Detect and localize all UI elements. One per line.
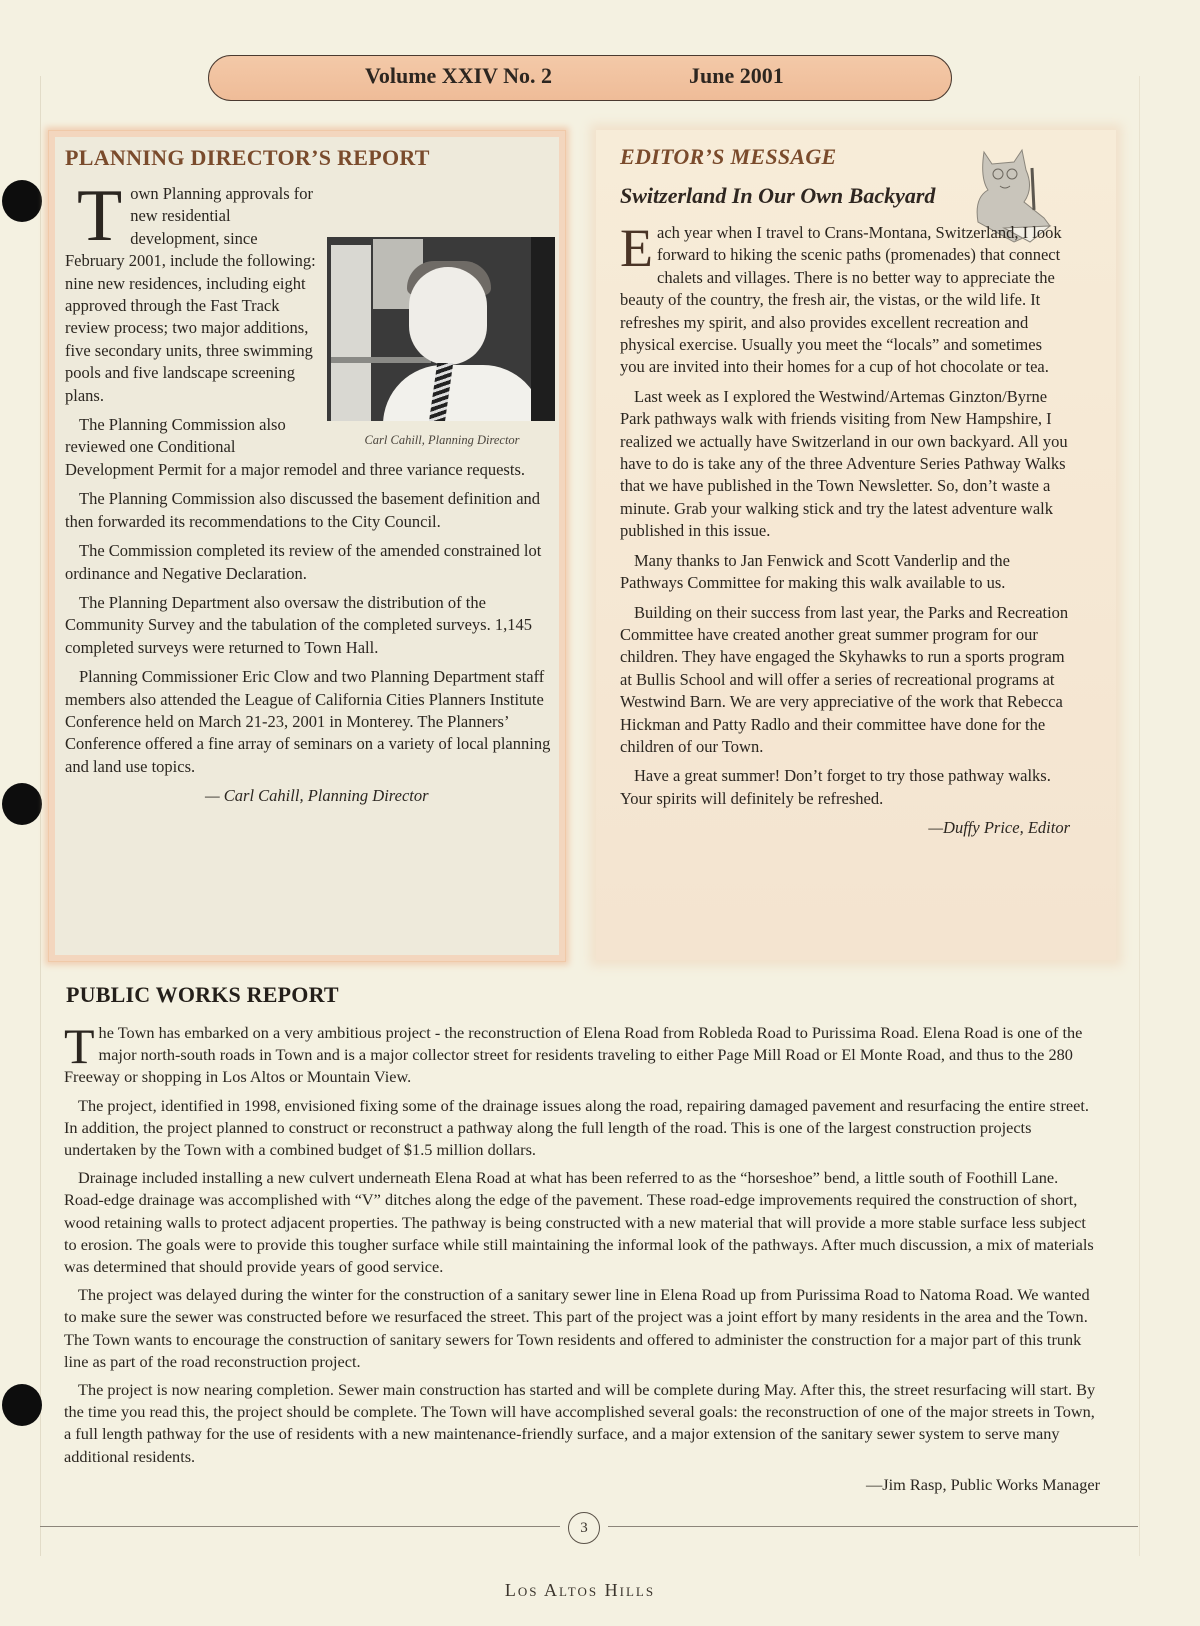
paragraph-text: own Planning approvals for new residential development, since February 2001, include the following: nine new residences, including eight approved through the Fast Track review process; two major additions, five secondary units, three swimming pools and five landscape screening plans. — [65, 184, 316, 405]
author-signature: —Duffy Price, Editor — [928, 818, 1070, 838]
drop-cap: T — [64, 1018, 95, 1074]
photo-figure — [327, 237, 557, 451]
binder-punch-hole — [2, 1384, 42, 1426]
drop-cap: E — [620, 218, 653, 278]
drop-cap: T — [77, 175, 123, 257]
paragraph: Last week as I explored the Westwind/Artemas Ginzton/Byrne Park pathways walk with friends visiting from New Hampshire, I realized we actually have Switzerland in our own backyard. All you have to do is take any of the three Adventure Series Pathway Walks that we have published in the Town Newsletter. So, don’t waste a minute. Grab your walking stick and try the latest adventure walk published in this issue. — [620, 386, 1068, 541]
article-headline: Switzerland In Our Own Backyard — [620, 183, 936, 208]
photo-caption: Carl Cahill, Planning Director — [364, 433, 520, 447]
editors-message — [596, 130, 1116, 960]
paragraph: Have a great summer! Don’t forget to try those pathway walks. Your spirits will definitely be refreshed. — [620, 766, 1051, 808]
paragraph: Drainage included installing a new culvert underneath Elena Road at what has been referred to as the “horseshoe” bend, a little south of Foothill Lane. Road-edge drainage was accomplished with “V” ditches along the edge of the pavement. These road-edge improvements required the construction of short, wood retaining walls to protect adjacent properties. The pathway is being constructed with a new material that will provide a more stable surface less subject to erosion. The goals were to provide this tougher surface while still maintaining the informal look of the pathways. After much discussion, a mix of materials was determined that should provide years of good service. — [64, 1168, 1094, 1277]
paragraph-text: ach year when I travel to Crans-Montana, Switzerland, I look forward to hiking the scenic paths (promenades) that connect chalets and villages. There is no better way to appreciate the beauty of the country, the fresh air, the vistas, or the wild life. It refreshes my spirit, and also provides excellent recreation and physical exercise. Usually you meet the “locals” and sometimes you are invited into their homes for a cup of hot chocolate or tea. — [620, 223, 1062, 377]
paragraph: The project was delayed during the winter for the construction of a sanitary sewer line in Elena Road up from Purissima Road to Natoma Road. We wanted to make sure the sewer was constructed before we resurfaced the street. This part of the project was a joint effort by many residents in the area and the Town. The Town wants to encourage the construction of sanitary sewers for Town residents and offered to administer the construction for a major part of this trunk line as part of the road reconstruction project. — [64, 1285, 1090, 1371]
section-title: PUBLIC WORKS REPORT — [66, 982, 339, 1007]
author-signature: — Carl Cahill, Planning Director — [205, 786, 429, 806]
paragraph: Planning Commissioner Eric Clow and two Planning Department staff members also attended the League of California Cities Planners Institute Conference held on March 21-23, 2001 in Monterey. The Planners’ Conference offered a fine array of seminars on a variety of local planning and land use topics. — [65, 667, 551, 776]
page-number: 3 — [568, 1512, 600, 1544]
first-paragraph — [64, 1018, 1100, 1089]
paragraph: The project is now nearing completion. Sewer main construction has started and will be complete during May. After this, the street resurfacing will start. By the time you read this, the project should be complete. The Town will have accomplished several goals: the reconstruction of one of the major streets in Town, a full length pathway for the use of residents with a new maintenance-friendly surface, and a major extension of the sanitary sewer system to serve many additional residents. — [64, 1380, 1096, 1466]
paragraph: The Planning Department also oversaw the distribution of the Community Survey and the tabulation of the completed surveys. 1,145 completed surveys were returned to Town Hall. — [65, 592, 532, 657]
publication-name: Los Altos Hills — [504, 1580, 656, 1600]
paragraph: The Planning Commission also reviewed one Conditional Development Permit for a major remodel and three variance requests. — [65, 415, 525, 479]
paragraph-text: he Town has embarked on a very ambitious project - the reconstruction of Elena Road from Robleda Road to Purissima Road. Elena Road is one of the major north-south roads in Town and is a major collector street for residents traveling to either Page Mill Road or El Monte Road, and thus to the 280 Freeway or shopping in Los Altos or Mountain View. — [64, 1023, 1083, 1087]
binder-punch-hole — [2, 180, 42, 222]
paragraph: The project, identified in 1998, envisioned fixing some of the drainage issues along the road, repairing damaged pavement and resurfacing the entire street. In addition, the project planned to construct or reconstruct a pathway along the full length of the road. This is one of the largest construction projects undertaken by the Town with a combined budget of $1.5 million dollars. — [64, 1095, 1089, 1160]
footer-divider — [608, 1526, 1138, 1527]
issue-date: June 2001 — [689, 63, 784, 88]
article-body — [65, 175, 557, 808]
author-signature: —Jim Rasp, Public Works Manager — [866, 1474, 1100, 1494]
paragraph: Building on their success from last year, the Parks and Recreation Committee have created another great summer program for our children. They have engaged the Skyhawks to run a sports program at Bullis School and will offer a series of recreational programs at Westwind Barn. We are very appreciative of the work that Rebecca Hickman and Patty Radlo and their committee have done for the children of our Town. — [620, 602, 1069, 756]
portrait-photo — [327, 237, 555, 421]
binder-punch-hole — [2, 783, 42, 825]
footer-divider — [40, 1526, 560, 1527]
planning-director-report — [48, 130, 566, 962]
paragraph: The Commission completed its review of the amended constrained lot ordinance and Negative Declaration. — [65, 541, 542, 583]
article-body — [620, 218, 1070, 840]
section-title: EDITOR’S MESSAGE — [620, 144, 837, 169]
public-works-report — [64, 1018, 1100, 1496]
volume-number: Volume XXIV No. 2 — [365, 63, 553, 88]
paragraph: Many thanks to Jan Fenwick and Scott Vanderlip and the Pathways Committee for making this walk available to us. — [620, 550, 1010, 593]
section-title: PLANNING DIRECTOR’S REPORT — [65, 145, 430, 170]
issue-banner — [208, 55, 952, 101]
first-paragraph — [620, 218, 1070, 379]
paragraph: The Planning Commission also discussed the basement definition and then forwarded its recommendations to the City Council. — [65, 489, 541, 531]
